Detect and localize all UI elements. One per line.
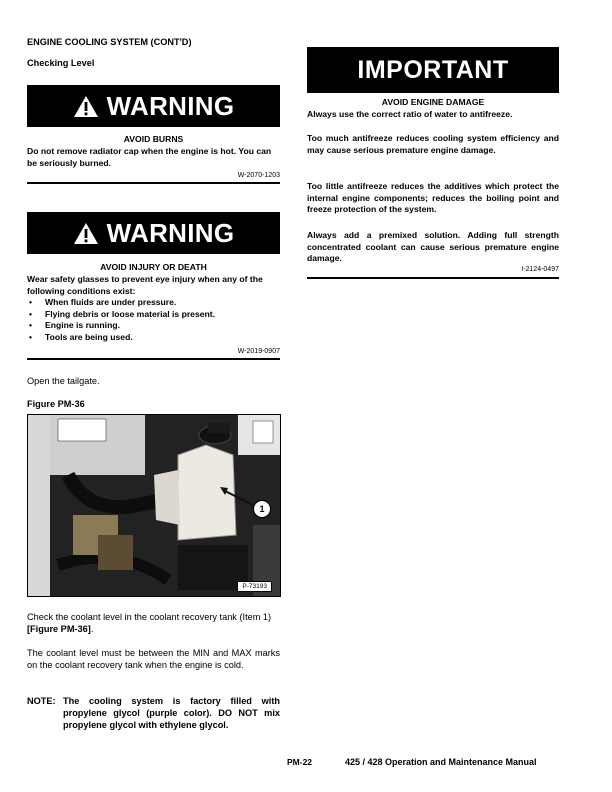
warning-body-2: Wear safety glasses to prevent eye injury when any of the following conditions exist: (27, 274, 263, 296)
callout-marker: 1 (253, 500, 271, 518)
list-item: • Flying debris or loose material is present. (27, 309, 280, 321)
warning-code-2: W-2019-0907 (237, 348, 280, 355)
list-item: • Tools are being used. (27, 332, 280, 344)
paragraph-end: . (90, 624, 94, 634)
important-para-2: Too little antifreeze reduces the additives which protect the internal engine components; reduces the boiling point and freeze protection of the system. (307, 181, 559, 214)
list-item: • Engine is running. (27, 320, 280, 332)
figure-label: Figure PM-36 (27, 399, 85, 409)
important-para-1: Too much antifreeze reduces cooling system efficiency and may cause serious premature engine damage. (307, 133, 559, 155)
note-text: The cooling system is factory filled with propylene glycol (purple color). DO NOT mix propylene glycol with ethylene glycol. (63, 696, 280, 730)
divider (27, 358, 280, 360)
warning-code-1: W-2070-1203 (237, 172, 280, 179)
manual-title: 425 / 428 Operation and Maintenance Manual (345, 757, 537, 767)
warning-triangle-icon (73, 222, 99, 245)
figure-reference[interactable]: [Figure PM-36] (27, 624, 91, 634)
warning-body-1: Do not remove radiator cap when the engine is hot. You can be seriously burned. (27, 146, 272, 168)
subsection-title: Checking Level (27, 58, 95, 68)
divider (307, 277, 559, 279)
important-line-1: Always use the correct ratio of water to antifreeze. (307, 109, 513, 119)
important-para-3: Always add a premixed solution. Adding full strength concentrated coolant can cause serious premature engine damage. (307, 230, 559, 263)
note-block (27, 695, 280, 731)
note-label: NOTE: (27, 696, 56, 706)
important-code: I-2124-0497 (521, 266, 559, 273)
warning-title-1: AVOID BURNS (123, 134, 184, 144)
warning-header-2: WARNING (106, 217, 235, 248)
figure-code: P-73193 (237, 581, 272, 592)
engine-bay-illustration (28, 415, 280, 596)
step-open-tailgate: Open the tailgate. (27, 376, 100, 386)
list-item: • When fluids are under pressure. (27, 297, 280, 309)
important-title: AVOID ENGINE DAMAGE (381, 97, 485, 107)
important-banner (307, 47, 559, 93)
paragraph-coolant-range: The coolant level must be between the MIN and MAX marks on the coolant recovery tank when the engine is cold. (27, 648, 280, 670)
warning-header-1: WARNING (106, 90, 235, 121)
divider (27, 182, 280, 184)
page-number: PM-22 (287, 757, 313, 767)
warning-title-2: AVOID INJURY OR DEATH (100, 262, 207, 272)
warning-banner-2 (27, 212, 280, 254)
warning-triangle-icon (73, 95, 99, 118)
figure-photo-coolant-tank (27, 414, 281, 597)
section-title: ENGINE COOLING SYSTEM (CONT'D) (27, 37, 192, 47)
warning-bullet-list (27, 297, 280, 343)
paragraph-text: Check the coolant level in the coolant recovery tank (Item 1) (27, 612, 272, 622)
warning-banner-1 (27, 85, 280, 127)
important-header: IMPORTANT (357, 55, 509, 84)
paragraph-check-level (27, 611, 280, 635)
